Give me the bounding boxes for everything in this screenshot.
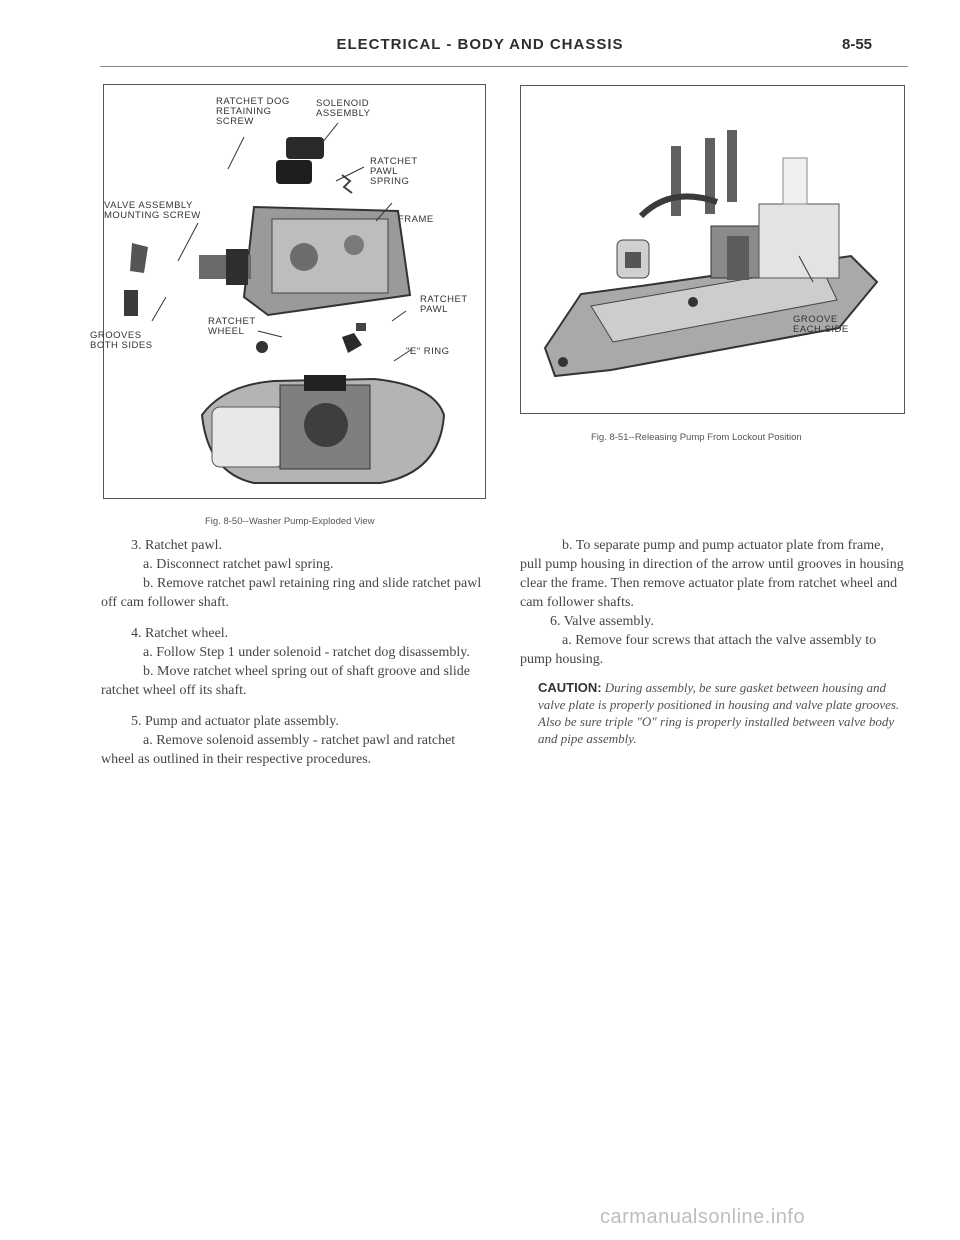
- figure-8-51-caption: Fig. 8-51--Releasing Pump From Lockout Position: [591, 432, 802, 443]
- figure-8-51-lockout-photo: [520, 85, 905, 414]
- step-6-heading: 6. Valve assembly.: [550, 614, 654, 629]
- caution-text: During assembly, be sure gasket between housing and valve plate is properly positioned in housing and valve plate grooves. Also be sure triple "O" ring is properly installed between valve body and pipe assembly.: [538, 680, 900, 746]
- left-text-column: [101, 536, 486, 769]
- label-groove-each-side: GROOVE EACH SIDE: [793, 314, 849, 335]
- step-4-heading: 4. Ratchet wheel.: [131, 626, 229, 641]
- step-4a: a. Follow Step 1 under solenoid - ratchet dog disassembly.: [143, 645, 470, 660]
- header-rule: [100, 66, 908, 67]
- label-solenoid-assembly: SOLENOID ASSEMBLY: [316, 98, 371, 119]
- page-number: 8-55: [842, 36, 873, 53]
- label-grooves-both-sides: GROOVES BOTH SIDES: [90, 330, 153, 351]
- caution-label: CAUTION:: [538, 680, 602, 695]
- watermark: carmanualsonline.info: [600, 1206, 806, 1228]
- right-text-column: [520, 536, 906, 747]
- exploded-pump-illustration: [104, 85, 485, 498]
- label-ratchet-pawl: RATCHET PAWL: [420, 294, 468, 315]
- step-5a: a. Remove solenoid assembly - ratchet pawl and ratchet wheel as outlined in their respective procedures.: [101, 733, 456, 767]
- caution-note: [520, 679, 906, 747]
- step-5b: b. To separate pump and pump actuator plate from frame, pull pump housing in direction of the arrow until grooves in housing clear the frame. Then remove actuator plate from ratchet wheel and cam follower shafts.: [520, 538, 904, 610]
- step-6a: a. Remove four screws that attach the valve assembly to pump housing.: [520, 633, 877, 667]
- label-e-ring: "E" RING: [406, 346, 450, 357]
- step-4b: b. Move ratchet wheel spring out of shaft groove and slide ratchet wheel off its shaft.: [101, 664, 470, 698]
- label-ratchet-pawl-spring: RATCHET PAWL SPRING: [370, 156, 418, 187]
- step-3-heading: 3. Ratchet pawl.: [131, 538, 222, 553]
- label-valve-assembly-mounting-screw: VALVE ASSEMBLY MOUNTING SCREW: [104, 200, 201, 221]
- step-5-heading: 5. Pump and actuator plate assembly.: [131, 714, 339, 729]
- label-frame: FRAME: [398, 214, 434, 225]
- step-3a: a. Disconnect ratchet pawl spring.: [143, 557, 334, 572]
- label-ratchet-wheel: RATCHET WHEEL: [208, 316, 256, 337]
- pump-lockout-illustration: [521, 86, 904, 413]
- step-3b: b. Remove ratchet pawl retaining ring and slide ratchet pawl off cam follower shaft.: [101, 576, 482, 610]
- section-title: ELECTRICAL - BODY AND CHASSIS: [336, 36, 624, 53]
- figure-8-50-exploded-view: [90, 84, 486, 499]
- label-ratchet-dog-retaining-screw: RATCHET DOG RETAINING SCREW: [216, 96, 290, 127]
- figure-8-50-caption: Fig. 8-50--Washer Pump-Exploded View: [205, 516, 375, 527]
